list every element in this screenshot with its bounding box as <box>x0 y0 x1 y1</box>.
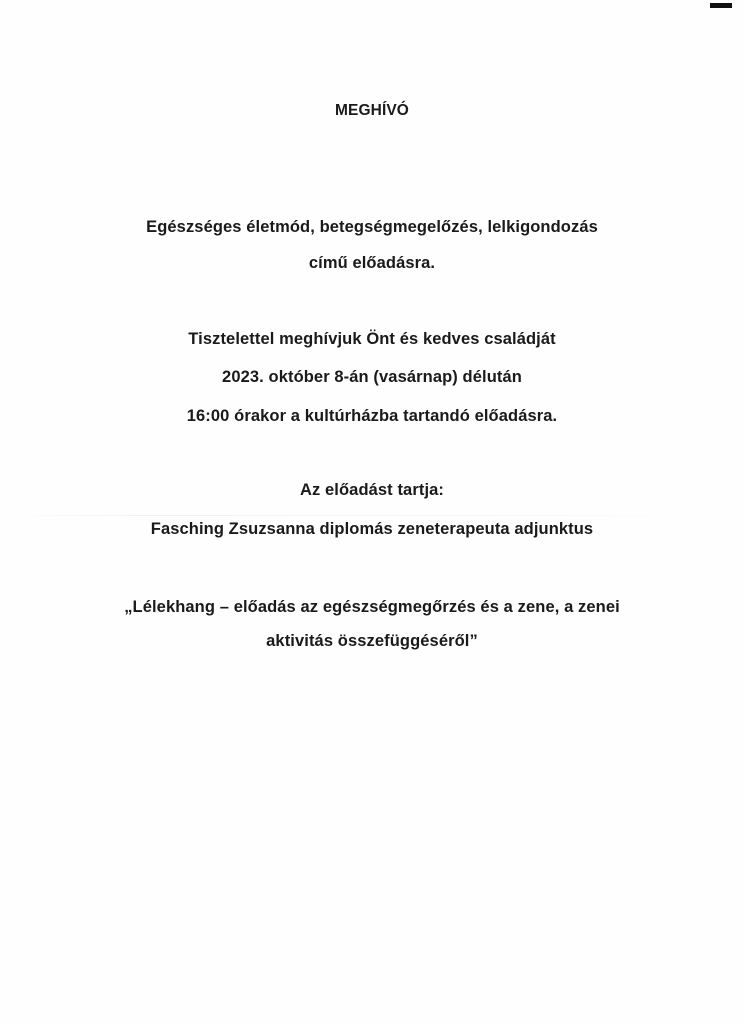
invite-time-location-line: 16:00 órakor a kultúrházba tartandó előadásra. <box>186 407 558 425</box>
lecture-title-line-2: aktivitás összefüggéséről” <box>266 632 478 650</box>
speaker-name: Fasching Zsuzsanna diplomás zeneterapeuta adjunktus <box>150 520 594 538</box>
document-title: MEGHÍVÓ <box>335 102 409 119</box>
invite-line-1: Tisztelettel meghívjuk Önt és kedves családját <box>188 330 556 348</box>
scan-artifact-mark <box>710 3 732 8</box>
invite-date-line: 2023. október 8-án (vasárnap) délután <box>222 368 522 386</box>
subject-line-1: Egészséges életmód, betegségmegelőzés, lelkigondozás <box>146 218 598 236</box>
speaker-heading: Az előadást tartja: <box>299 481 445 499</box>
subject-line-2: című előadásra. <box>308 254 436 272</box>
scan-artifact-line <box>0 515 744 516</box>
lecture-title-line-1: „Lélekhang – előadás az egészségmegőrzés és a zene, a zenei <box>124 598 620 616</box>
